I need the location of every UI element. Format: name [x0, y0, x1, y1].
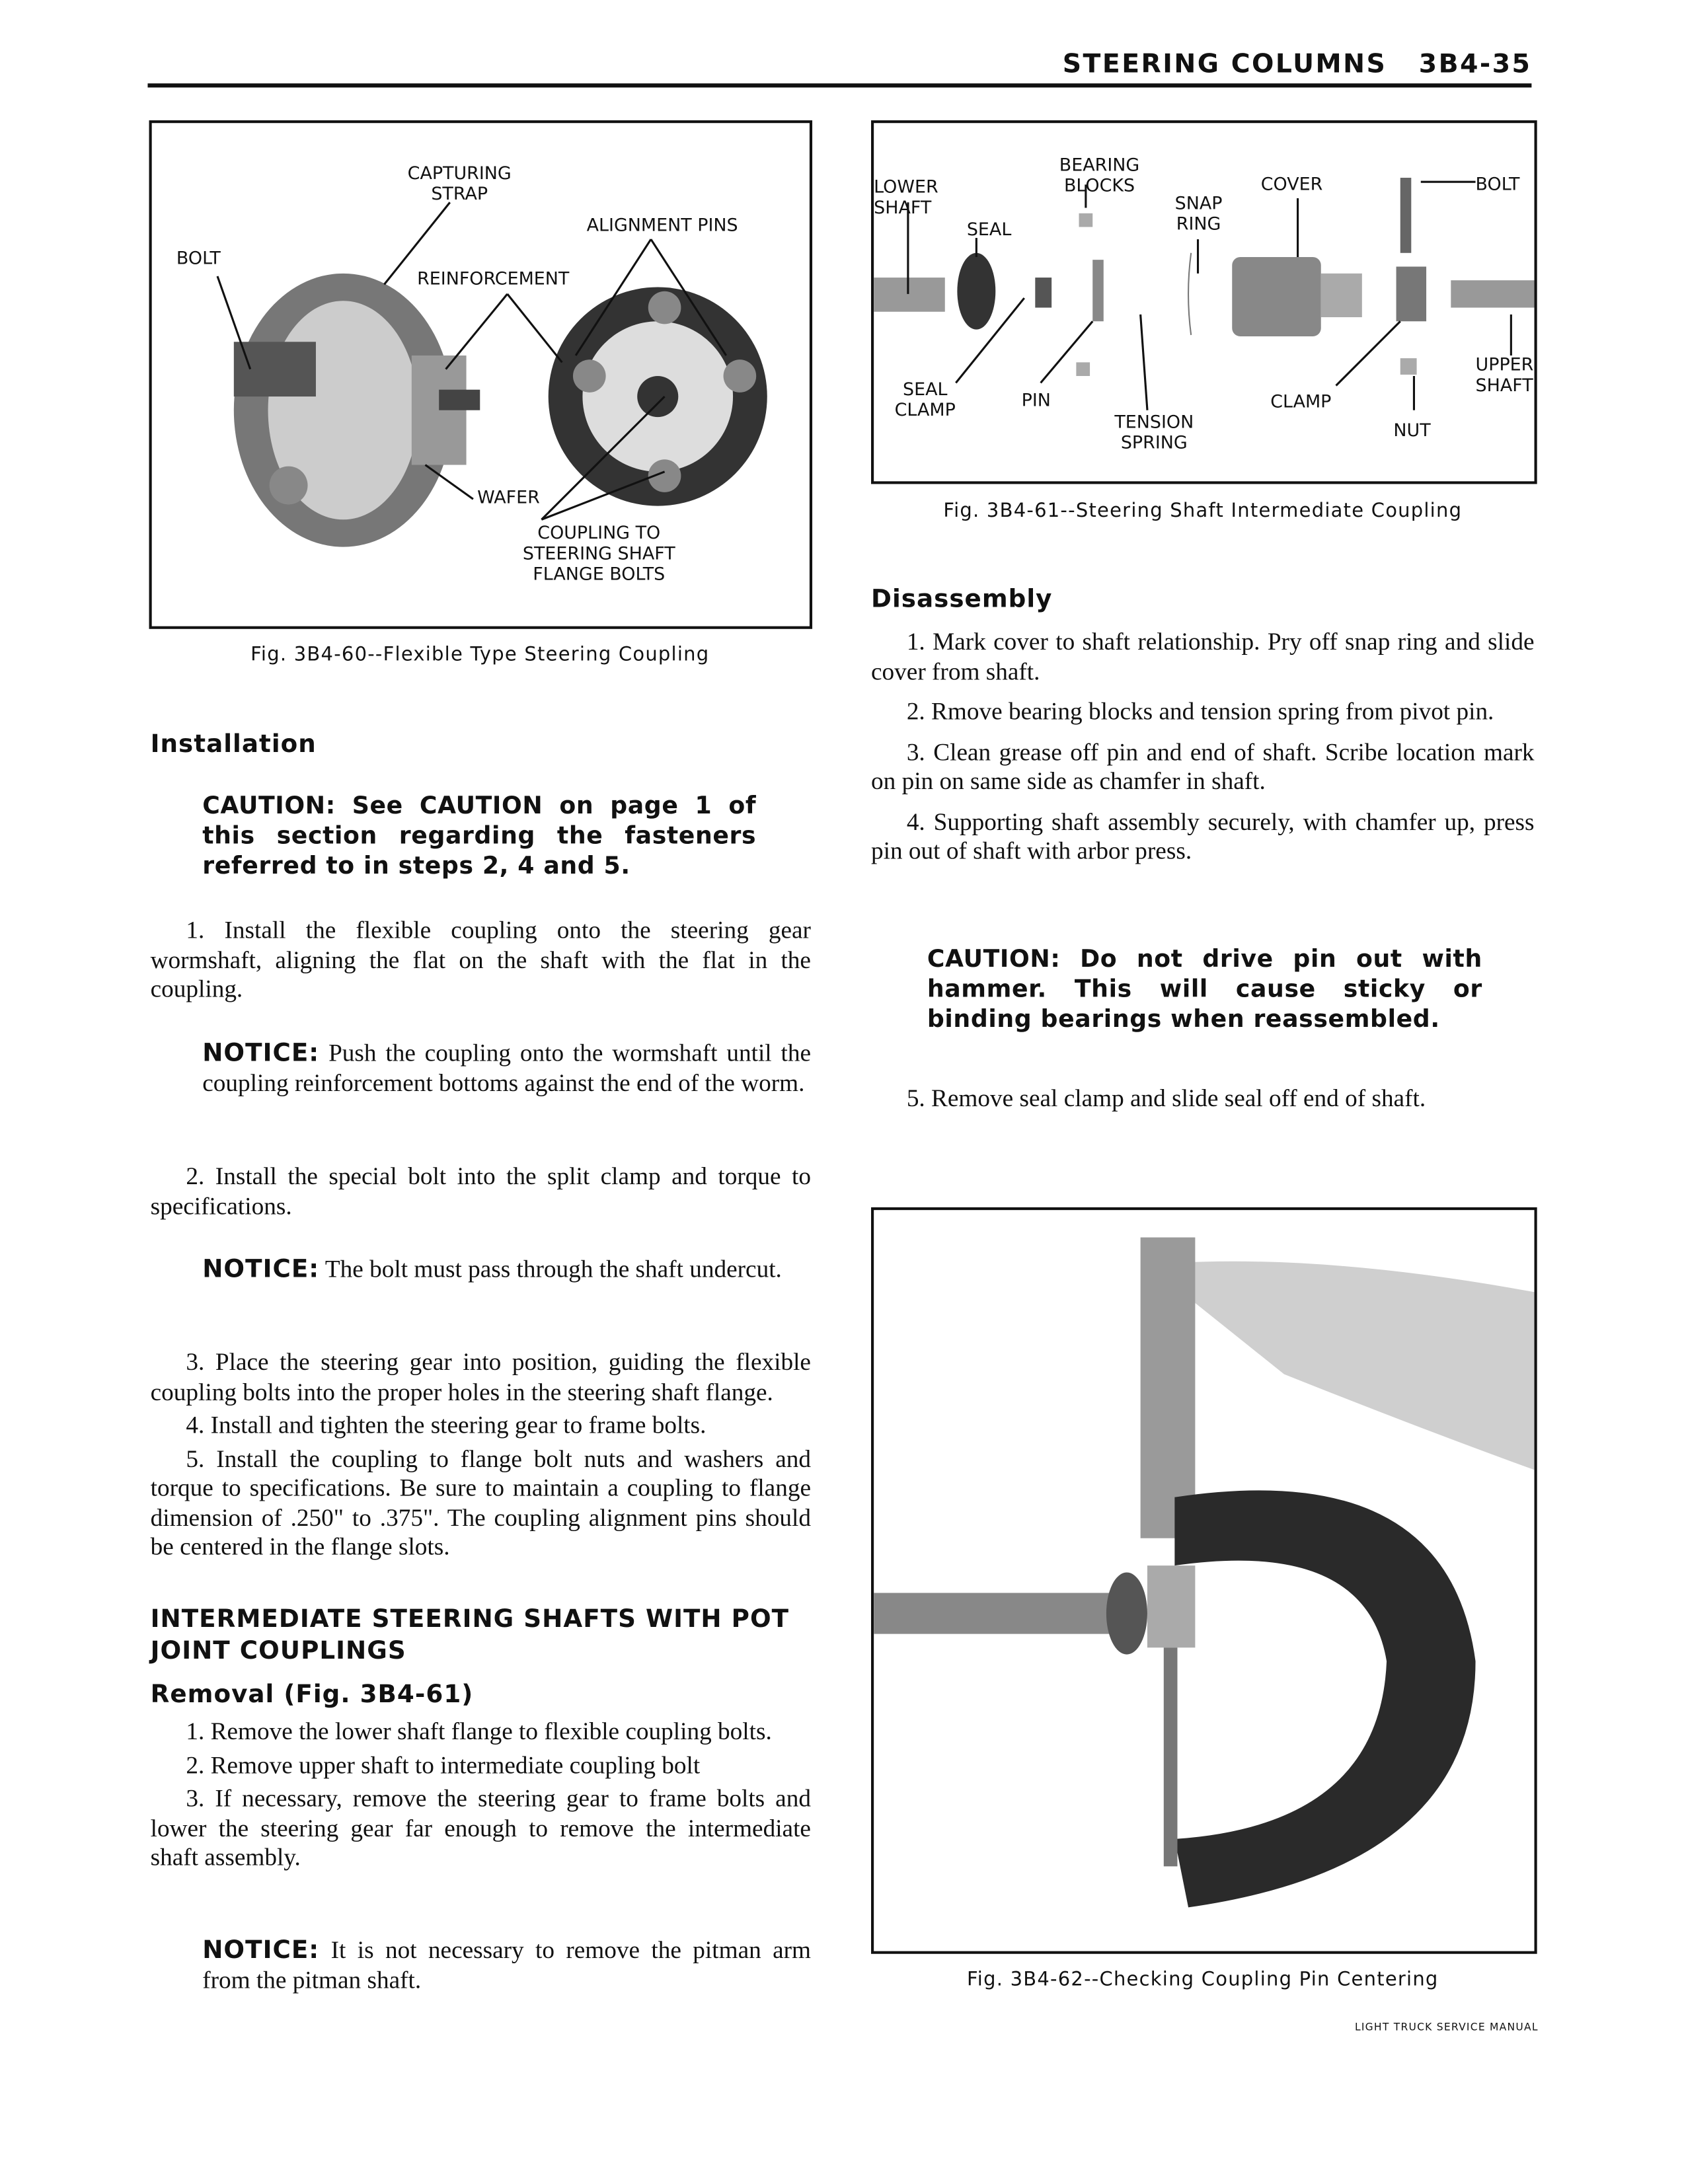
disassembly-step-1: 1. Mark cover to shaft relationship. Pry off snap ring and slide cover from shaft. [871, 627, 1535, 685]
micrometer-photo [874, 1210, 1534, 1951]
caution-hammer: CAUTION: Do not drive pin out with hammer. This will cause sticky or binding bearings when reassembled. [927, 946, 1482, 1034]
label-clamp: CLAMP [1270, 392, 1332, 413]
install-step-2: 2. Install the special bolt into the split clamp and torque to specifications. [150, 1162, 811, 1219]
disassembly-heading: Disassembly [871, 585, 1053, 615]
label-snap-ring: SNAP RING [1174, 194, 1223, 235]
footer-manual-title: LIGHT TRUCK SERVICE MANUAL [1354, 2021, 1539, 2033]
notice-wormshaft: NOTICE: Push the coupling onto the wormshaft until the coupling reinforcement bottoms against the end of the worm. [202, 1039, 811, 1096]
page-number: 3B4-35 [1418, 49, 1532, 80]
label-coupling-bolts: COUPLING TO STEERING SHAFT FLANGE BOLTS [522, 523, 675, 585]
disassembly-step-2: 2. Rmove bearing blocks and tension spring from pivot pin. [906, 697, 1494, 725]
label-seal-clamp: SEAL CLAMP [894, 380, 956, 422]
notice-pitman: NOTICE: It is not necessary to remove the pitman arm from the pitman shaft. [202, 1936, 812, 1993]
install-step-3: 3. Place the steering gear into position, guiding the flexible coupling bolts into the proper holes in the steering shaft flange. [150, 1348, 811, 1406]
removal-step-1: 1. Remove the lower shaft flange to flexible coupling bolts. [186, 1717, 772, 1745]
installation-heading: Installation [150, 730, 317, 759]
caution-fasteners: CAUTION: See CAUTION on page 1 of this section regarding the fasteners referred to in steps 2, 4 and 5. [202, 793, 757, 881]
label-bolt: BOLT [176, 248, 221, 270]
label-pin: PIN [1021, 391, 1051, 412]
label-bearing-blocks: BEARING BLOCKS [1059, 155, 1140, 197]
notice-bolt: NOTICE: The bolt must pass through the shaft undercut. [202, 1255, 782, 1284]
install-step-4: 4. Install and tighten the steering gear to frame bolts. [186, 1411, 707, 1439]
figure-caption: Fig. 3B4-60--Flexible Type Steering Coupling [250, 644, 710, 666]
label-nut: NUT [1393, 421, 1431, 442]
removal-step-2: 2. Remove upper shaft to intermediate coupling bolt [186, 1751, 701, 1778]
install-step-5: 5. Install the coupling to flange bolt nuts and washers and torque to specifications. Be sure to maintain a coupling to flange dimension of .250" to .375". The coupling alignment pins should be centered in the flange slots. [150, 1445, 811, 1560]
label-reinforcement: REINFORCEMENT [417, 269, 570, 290]
removal-step-3: 3. If necessary, remove the steering gear to frame bolts and lower the steering gear far enough to remove the intermediate shaft assembly. [150, 1784, 811, 1871]
disassembly-step-3: 3. Clean grease off pin and end of shaft. Scribe location mark on pin on same side as chamfer in shaft. [871, 737, 1535, 795]
label-upper-shaft: UPPER SHAFT [1475, 355, 1534, 397]
disassembly-step-4: 4. Supporting shaft assembly securely, with chamfer up, press pin out of shaft with arbor press. [871, 807, 1535, 864]
label-alignment-pins: ALIGNMENT PINS [586, 215, 738, 237]
label-seal: SEAL [966, 220, 1012, 241]
figure-intermediate-coupling [871, 120, 1537, 484]
section-title: STEERING COLUMNS [1062, 49, 1387, 80]
label-cover: COVER [1260, 174, 1323, 196]
intermediate-shafts-heading: INTERMEDIATE STEERING SHAFTS WITH POT JOINT COUPLINGS [150, 1605, 790, 1666]
label-bolt: BOLT [1475, 174, 1520, 196]
label-tension-spring: TENSION SPRING [1114, 412, 1194, 454]
figure-pin-centering-photo [871, 1207, 1537, 1954]
figure-caption: Fig. 3B4-61--Steering Shaft Intermediate Coupling [943, 500, 1463, 523]
label-lower-shaft: LOWER SHAFT [874, 177, 938, 219]
header-rule [147, 83, 1531, 87]
removal-heading: Removal (Fig. 3B4-61) [150, 1680, 474, 1710]
disassembly-step-5: 5. Remove seal clamp and slide seal off end of shaft. [906, 1084, 1426, 1112]
figure-caption: Fig. 3B4-62--Checking Coupling Pin Centering [966, 1969, 1439, 1991]
install-step-1: 1. Install the flexible coupling onto the steering gear wormshaft, aligning the flat on the shaft with the flat in the coupling. [150, 916, 811, 1002]
label-capturing-strap: CAPTURING STRAP [407, 164, 512, 206]
figure-flexible-coupling [149, 120, 813, 629]
label-wafer: WAFER [477, 488, 540, 509]
exploded-coupling-illustration [874, 123, 1534, 481]
page-header [1063, 49, 1532, 79]
